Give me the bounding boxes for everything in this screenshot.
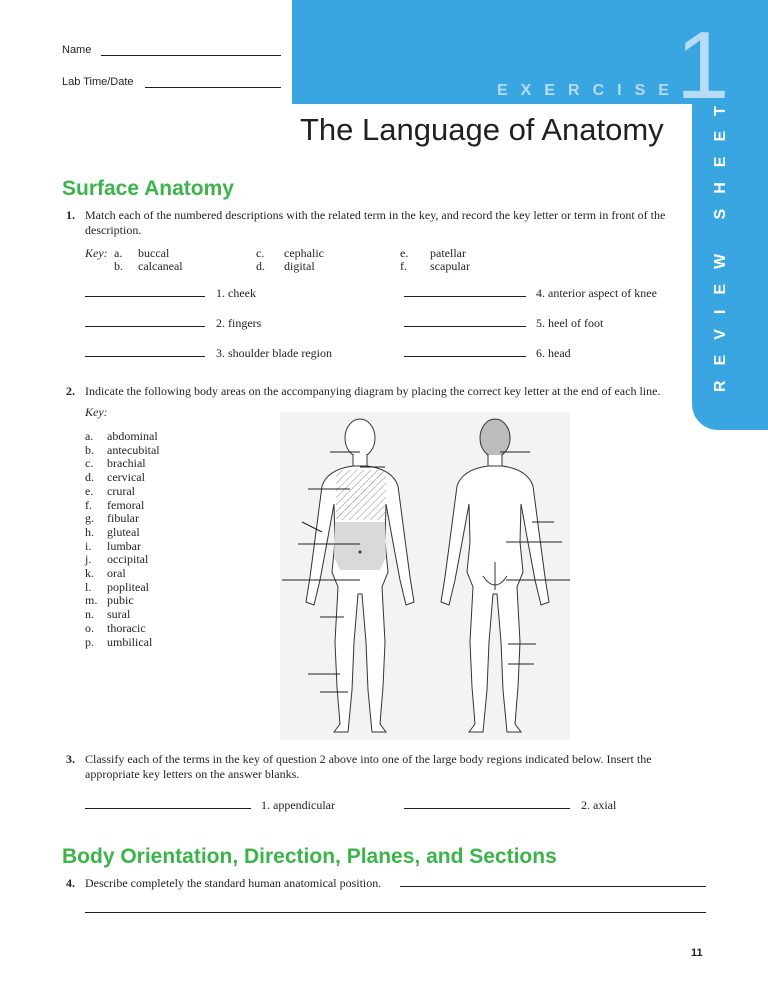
exercise-label: EXERCISE bbox=[497, 82, 682, 99]
lab-time-field[interactable] bbox=[145, 87, 281, 88]
q1-key-term: cephalic bbox=[284, 246, 324, 260]
page-number: 11 bbox=[691, 947, 703, 959]
q2-key-letter: d. bbox=[85, 470, 94, 485]
q2-key-letter: a. bbox=[85, 429, 94, 443]
q1-key-letter: c. bbox=[256, 246, 265, 260]
q2-key-letter: e. bbox=[85, 483, 94, 498]
q2-key-term: femoral bbox=[107, 497, 145, 512]
sidebar-tab bbox=[692, 104, 768, 430]
q2-key-term: abdominal bbox=[107, 429, 158, 443]
q2-key-term: umbilical bbox=[107, 634, 153, 649]
abdominal-region-shading bbox=[334, 522, 386, 570]
q3-item-axial: 2. axial bbox=[581, 798, 617, 812]
page-title: The Language of Anatomy bbox=[300, 112, 664, 147]
answer-line[interactable] bbox=[400, 886, 706, 887]
thoracic-region-hatch bbox=[336, 470, 386, 520]
q2-key-letter: b. bbox=[85, 442, 94, 457]
answer-blank[interactable] bbox=[85, 356, 205, 357]
q2-key-letter: i. bbox=[85, 538, 92, 553]
q2-key-letter: o. bbox=[85, 620, 94, 635]
q2-key-term: oral bbox=[107, 566, 126, 581]
q1-item: 3. shoulder blade region bbox=[216, 346, 332, 360]
q1-key-term: scapular bbox=[430, 259, 470, 273]
q2-key-letter: j. bbox=[85, 552, 92, 567]
q1-key-term: digital bbox=[284, 259, 315, 273]
anterior-neck bbox=[353, 455, 367, 466]
q2-key-term: gluteal bbox=[107, 524, 140, 539]
q2-key-letter: c. bbox=[85, 456, 94, 471]
umbilicus-dot bbox=[359, 551, 362, 554]
question-1-text: Match each of the numbered descriptions with the related term in the key, and record the key letter or term in front of the description. bbox=[85, 208, 666, 237]
q1-item: 5. heel of foot bbox=[536, 316, 604, 330]
q1-item: 1. cheek bbox=[216, 286, 256, 300]
q1-key-term: calcaneal bbox=[138, 259, 183, 273]
q1-key-term: patellar bbox=[430, 246, 466, 260]
q2-key-letter: h. bbox=[85, 524, 94, 539]
review-sheet-label: REVIEW SHEET bbox=[712, 91, 729, 392]
q2-key-term: sural bbox=[107, 607, 131, 622]
q1-item: 2. fingers bbox=[216, 316, 262, 330]
q2-key-term: popliteal bbox=[107, 579, 149, 594]
question-2-number: 2. bbox=[66, 384, 75, 398]
name-label: Name bbox=[62, 44, 92, 56]
q2-key-term: pubic bbox=[107, 593, 134, 608]
q2-key-letter: g. bbox=[85, 511, 94, 526]
question-1-number: 1. bbox=[66, 208, 75, 222]
question-3-text: Classify each of the terms in the key of question 2 above into one of the large body regions indicated below. Insert the appropriate key letters on the answer blanks. bbox=[85, 752, 652, 781]
section-heading-body-orientation: Body Orientation, Direction, Planes, and Sections bbox=[62, 845, 557, 868]
question-3-number: 3. bbox=[66, 752, 75, 766]
q2-key-letter: f. bbox=[85, 497, 92, 512]
q2-key-term: lumbar bbox=[107, 538, 141, 553]
answer-blank[interactable] bbox=[85, 296, 205, 297]
posterior-head bbox=[480, 419, 510, 457]
q1-key-letter: b. bbox=[114, 259, 123, 273]
diagram-background bbox=[280, 412, 570, 740]
q2-key-term: brachial bbox=[107, 456, 146, 471]
q1-item: 4. anterior aspect of knee bbox=[536, 286, 657, 300]
answer-blank[interactable] bbox=[404, 356, 526, 357]
lab-time-label: Lab Time/Date bbox=[62, 76, 134, 88]
name-field[interactable] bbox=[101, 55, 281, 56]
q1-key-label: Key: bbox=[85, 246, 108, 260]
question-4-text: Describe completely the standard human anatomical position. bbox=[85, 876, 382, 890]
answer-blank[interactable] bbox=[85, 326, 205, 327]
answer-blank[interactable] bbox=[404, 326, 526, 327]
question-4-number: 4. bbox=[66, 876, 75, 890]
q1-key-letter: f. bbox=[400, 259, 407, 273]
q2-key-letter: m. bbox=[85, 593, 98, 608]
q1-key-letter: a. bbox=[114, 246, 123, 260]
body-regions-diagram bbox=[280, 412, 570, 740]
posterior-neck bbox=[488, 455, 502, 466]
q2-key-letter: k. bbox=[85, 566, 94, 581]
q2-key-letter: p. bbox=[85, 634, 94, 649]
q2-key-term: cervical bbox=[107, 470, 145, 485]
q2-key-terms bbox=[107, 430, 160, 649]
answer-line[interactable] bbox=[85, 912, 706, 913]
q1-key-letter: d. bbox=[256, 259, 265, 273]
q2-key-letter: l. bbox=[85, 579, 92, 594]
answer-blank-appendicular[interactable] bbox=[85, 808, 251, 809]
section-heading-surface-anatomy: Surface Anatomy bbox=[62, 177, 234, 200]
exercise-number: 1 bbox=[676, 12, 730, 119]
q2-key-term: crural bbox=[107, 483, 135, 498]
q1-key-term: buccal bbox=[138, 246, 170, 260]
q2-key-term: occipital bbox=[107, 552, 149, 567]
q2-key-term: fibular bbox=[107, 511, 139, 526]
q2-key-letters bbox=[85, 430, 97, 649]
question-2-text: Indicate the following body areas on the accompanying diagram by placing the correct key letter at the end of each line. bbox=[85, 384, 661, 398]
q2-key-letter: n. bbox=[85, 607, 94, 622]
anterior-head bbox=[345, 419, 375, 457]
answer-blank-axial[interactable] bbox=[404, 808, 570, 809]
q2-key-term: thoracic bbox=[107, 620, 146, 635]
q3-item-appendicular: 1. appendicular bbox=[261, 798, 335, 812]
q1-item: 6. head bbox=[536, 346, 571, 360]
q2-key-label: Key: bbox=[85, 405, 108, 419]
answer-blank[interactable] bbox=[404, 296, 526, 297]
q1-key-letter: e. bbox=[400, 246, 409, 260]
q2-key-term: antecubital bbox=[107, 442, 160, 457]
